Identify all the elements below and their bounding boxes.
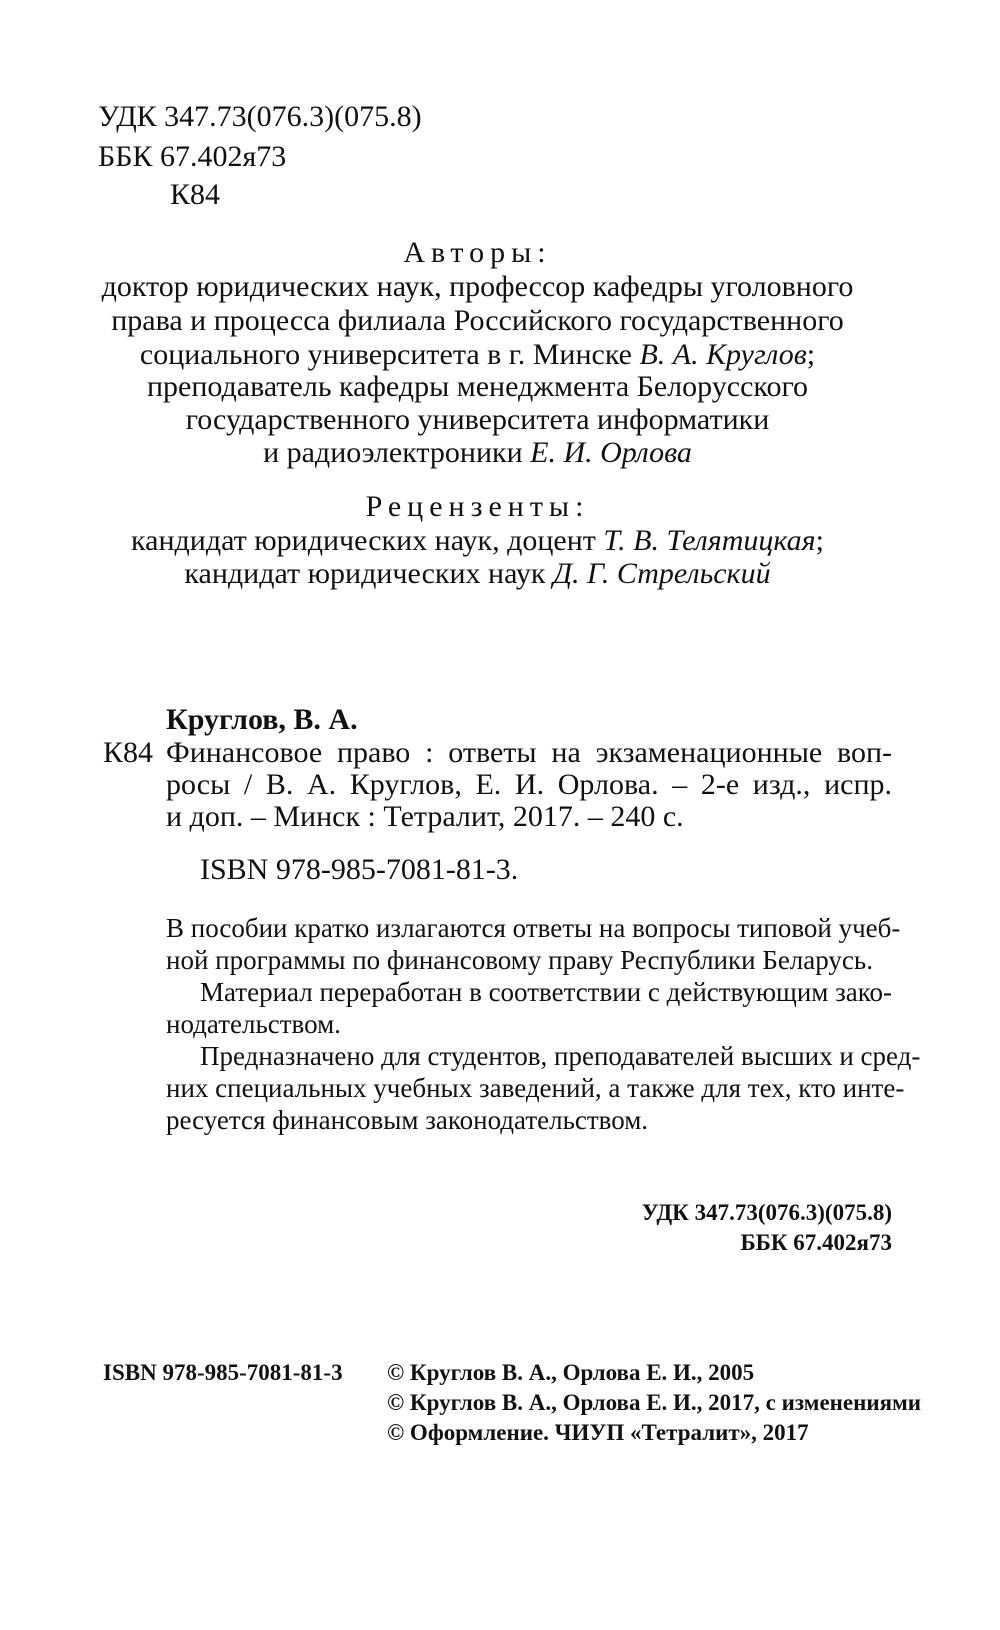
reviewers-line-1-end: ; [815, 524, 824, 557]
reviewers-line-2 [0, 557, 955, 591]
annotation-p2-line-2: нодательством. [166, 1009, 341, 1039]
bib-isbn: ISBN 978-985-7081-81-3. [200, 853, 519, 886]
annotation-p1-line-1: В пособии кратко излагаются ответы на вопросы типовой учеб- [166, 913, 901, 943]
authors-line-6-text: и радиоэлектроники [263, 436, 531, 469]
bib-author: Круглов, В. А. [166, 703, 358, 736]
annotation-p3-line-1: Предназначено для студентов, преподавателей высших и сред- [200, 1041, 921, 1071]
udk-code-bottom: УДК 347.73(076.3)(075.8) [641, 1200, 892, 1225]
footer-isbn: ISBN 978-985-7081-81-3 [103, 1360, 343, 1385]
authors-heading: Авторы: [403, 236, 552, 269]
author-name-kruglov: В. А. Круглов [639, 338, 807, 371]
author-mark: К84 [170, 178, 221, 211]
authors-line-3-end: ; [806, 338, 816, 371]
bib-line-1: Финансовое право : ответы на экзаменационные воп- [166, 736, 892, 769]
bbk-code-bottom: ББК 67.402я73 [740, 1230, 892, 1255]
annotation-p3-line-2: них специальных учебных заведений, а также для тех, кто инте- [166, 1073, 905, 1103]
bib-line-2: росы / В. А. Круглов, Е. И. Орлова. – 2-е изд., испр. [166, 768, 892, 801]
bib-line-3: и доп. – Минск : Тетралит, 2017. – 240 с. [166, 800, 684, 833]
bbk-code: ББК 67.402я73 [98, 140, 287, 173]
reviewers-heading: Рецензенты: [365, 490, 590, 523]
reviewers-line-1 [0, 524, 955, 558]
author-name-orlova: Е. И. Орлова [530, 436, 692, 469]
authors-line-6 [0, 436, 955, 470]
reviewer-name-telyatitskaya: Т. В. Телятицкая [603, 524, 816, 557]
annotation-p3-line-3: ресуется финансовым законодательством. [166, 1105, 649, 1135]
reviewers-line-1-text: кандидат юридических наук, доцент [131, 524, 604, 557]
udk-code: УДК 347.73(076.3)(075.8) [98, 100, 422, 133]
authors-line-3-text: социального университета в г. Минске [139, 338, 640, 371]
copyright-2017: © Круглов В. А., Орлова Е. И., 2017, с изменениями [387, 1390, 921, 1415]
authors-line-3 [0, 338, 955, 372]
reviewers-line-2-text: кандидат юридических наук [184, 557, 553, 590]
reviewer-name-strelsky: Д. Г. Стрельский [552, 557, 771, 590]
authors-line-5: государственного университета информатики [185, 403, 770, 436]
bib-code: К84 [103, 736, 154, 769]
authors-line-1: доктор юридических наук, профессор кафедры уголовного [101, 270, 854, 303]
copyright-2005: © Круглов В. А., Орлова Е. И., 2005 [387, 1360, 755, 1385]
annotation-p1-line-2: ной программы по финансовому праву Республики Беларусь. [166, 945, 873, 975]
authors-line-4: преподаватель кафедры менеджмента Белорусского [146, 370, 808, 403]
annotation-p2-line-1: Материал переработан в соответствии с действующим зако- [200, 977, 893, 1007]
authors-line-2: права и процесса филиала Российского государственного [111, 304, 844, 337]
copyright-design: © Оформление. ЧИУП «Тетралит», 2017 [387, 1420, 809, 1445]
